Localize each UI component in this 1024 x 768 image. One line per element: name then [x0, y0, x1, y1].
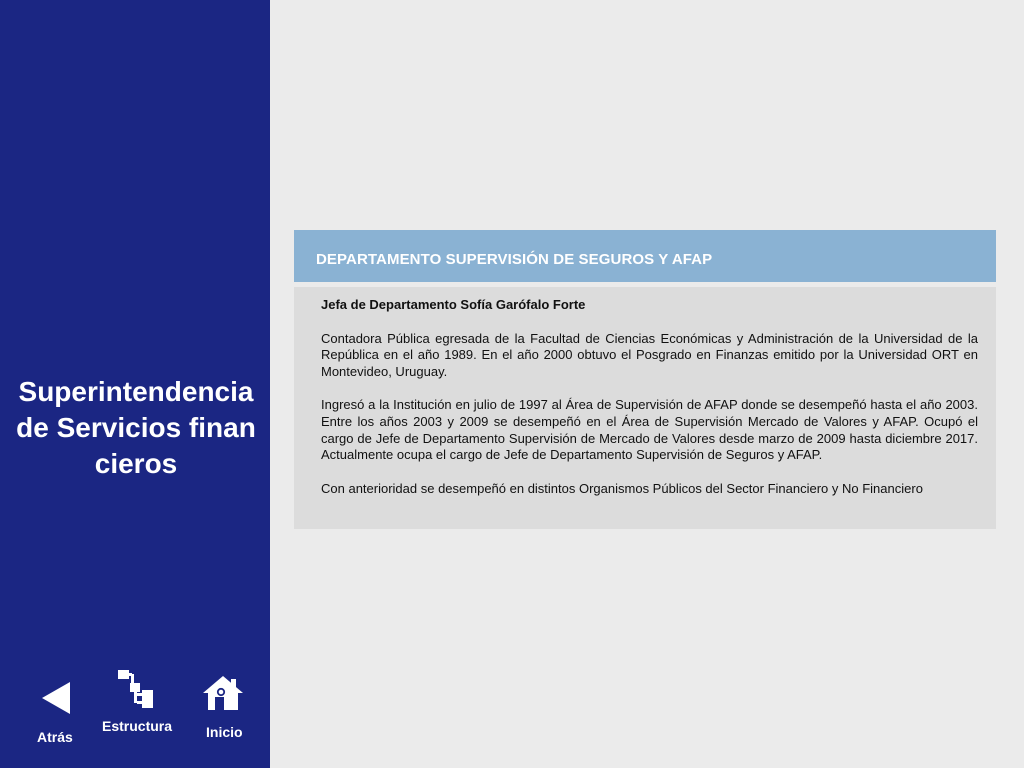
back-button[interactable] [30, 678, 80, 748]
department-title: DEPARTAMENTO SUPERVISIÓN DE SEGUROS Y AFAP [316, 251, 713, 268]
structure-button[interactable] [100, 668, 180, 738]
back-arrow-icon [42, 682, 70, 714]
sidebar-title: Superintendencia de Servicios financieros [16, 376, 256, 479]
home-button[interactable] [200, 674, 250, 744]
home-label: Inicio [206, 724, 243, 740]
back-label: Atrás [37, 729, 73, 745]
department-head-name: Jefa de Departamento Sofía Garófalo Forte [321, 297, 586, 312]
bio-paragraph: Ingresó a la Institución en julio de 1997 al Área de Supervisión de AFAP donde se desempeñó hasta el año 2003. Entre los años 2003 y 2009 se desempeñó en el Área de Supervisión Mercado de Valores y AFAP. Ocupó el cargo de Jefe de Departamento Supervisión de Mercado de Valores desde marzo de 2009 hasta diciembre 2017. Actualmente ocupa el cargo de Jefe de Departamento Supervisión de Seguros y AFAP. [321, 397, 978, 463]
structure-label: Estructura [102, 718, 173, 734]
bio-paragraph: Contadora Pública egresada de la Facultad de Ciencias Económicas y Administración de la Universidad de la República en el año 1989. En el año 2000 obtuvo el Posgrado en Finanzas emitido por la Universidad ORT en Montevideo, Uruguay. [321, 330, 978, 379]
home-icon [203, 676, 243, 710]
bio-paragraph: Con anterioridad se desempeñó en distintos Organismos Públicos del Sector Financiero y No Financiero [321, 480, 923, 496]
bio-content [294, 287, 996, 529]
bottom-nav [0, 668, 270, 748]
sidebar [0, 0, 270, 768]
department-header [294, 230, 996, 282]
org-chart-icon [118, 670, 156, 710]
